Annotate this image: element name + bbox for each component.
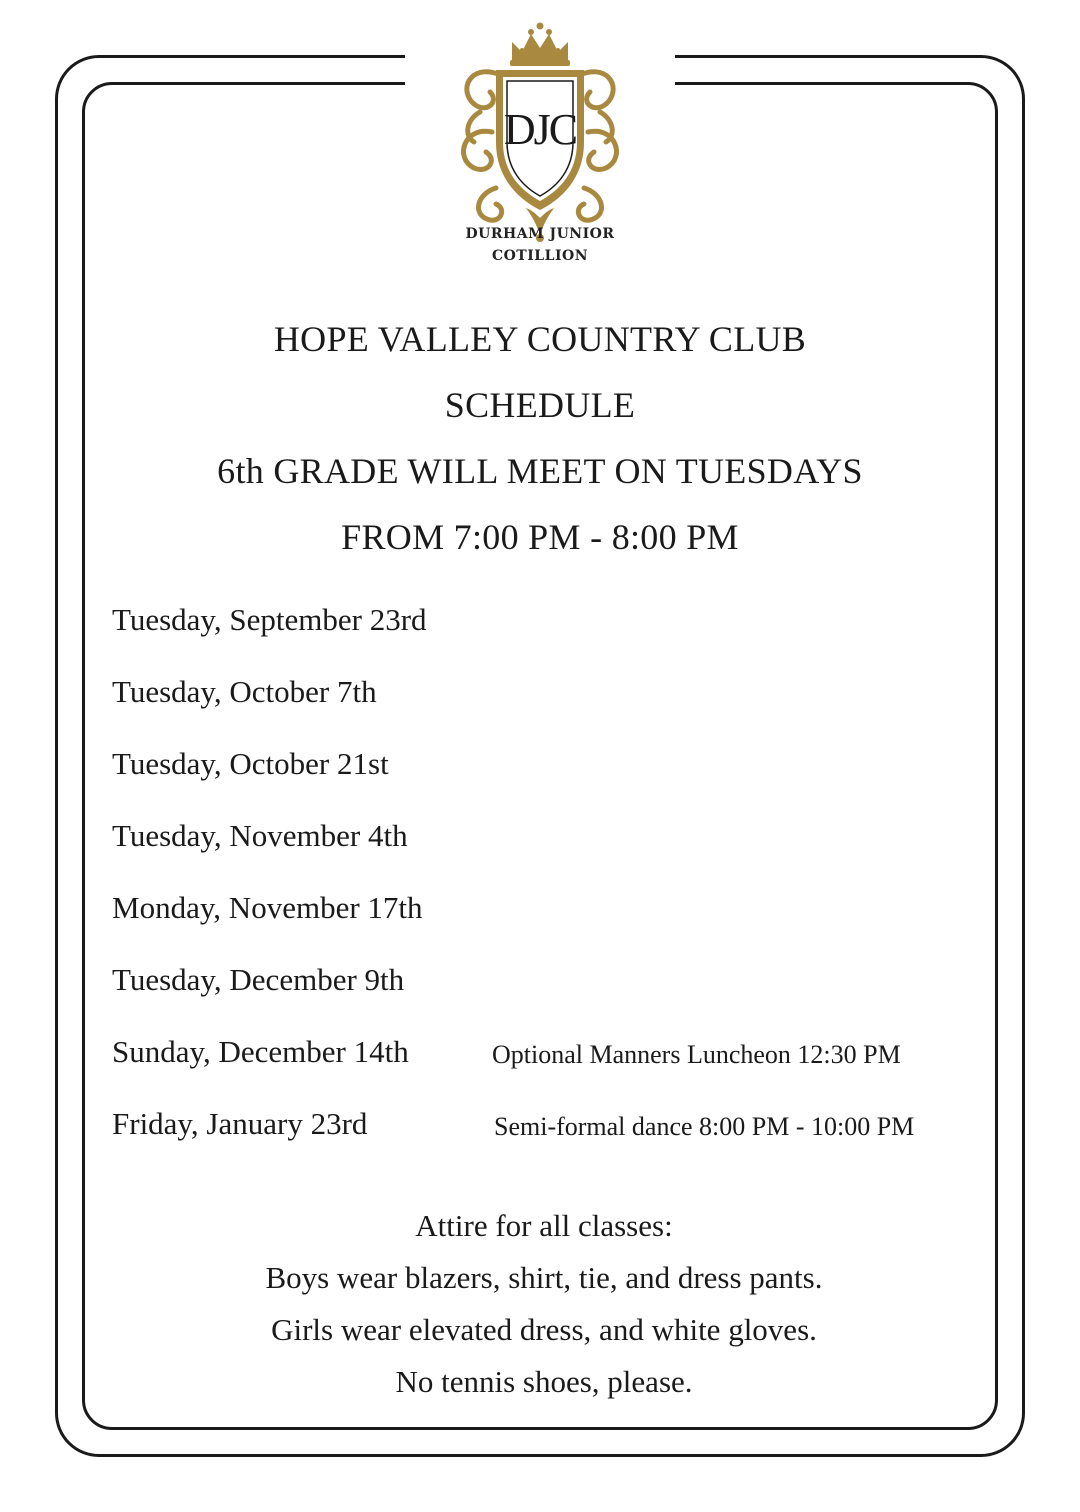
logo-monogram: DJC	[503, 105, 577, 154]
attire-girls: Girls wear elevated dress, and white gloves.	[271, 1312, 817, 1347]
schedule-date: Tuesday, October 7th	[112, 674, 377, 709]
schedule-date: Sunday, December 14th	[112, 1034, 409, 1069]
attire-shoes: No tennis shoes, please.	[395, 1364, 693, 1399]
schedule-date: Monday, November 17th	[112, 890, 423, 925]
attire-boys: Boys wear blazers, shirt, tie, and dress pants.	[265, 1260, 823, 1295]
schedule-date: Tuesday, November 4th	[112, 818, 408, 853]
venue-title: HOPE VALLEY COUNTRY CLUB	[273, 319, 807, 359]
schedule-title: SCHEDULE	[444, 385, 636, 425]
luncheon-note: Optional Manners Luncheon 12:30 PM	[492, 1040, 901, 1069]
meeting-time-line: FROM 7:00 PM - 8:00 PM	[341, 517, 739, 557]
schedule-date: Tuesday, September 23rd	[112, 602, 427, 637]
dance-note: Semi-formal dance 8:00 PM - 10:00 PM	[494, 1112, 915, 1141]
logo-name-line2: COTILLION	[491, 248, 589, 264]
logo-name-line1: DURHAM JUNIOR	[465, 226, 615, 242]
attire-heading: Attire for all classes:	[415, 1208, 673, 1243]
schedule-date: Friday, January 23rd	[112, 1106, 368, 1141]
grade-meeting-line: 6th GRADE WILL MEET ON TUESDAYS	[217, 451, 863, 491]
cotillion-logo	[440, 12, 640, 282]
schedule-date: Tuesday, October 21st	[112, 746, 389, 781]
schedule-date: Tuesday, December 9th	[112, 962, 405, 997]
